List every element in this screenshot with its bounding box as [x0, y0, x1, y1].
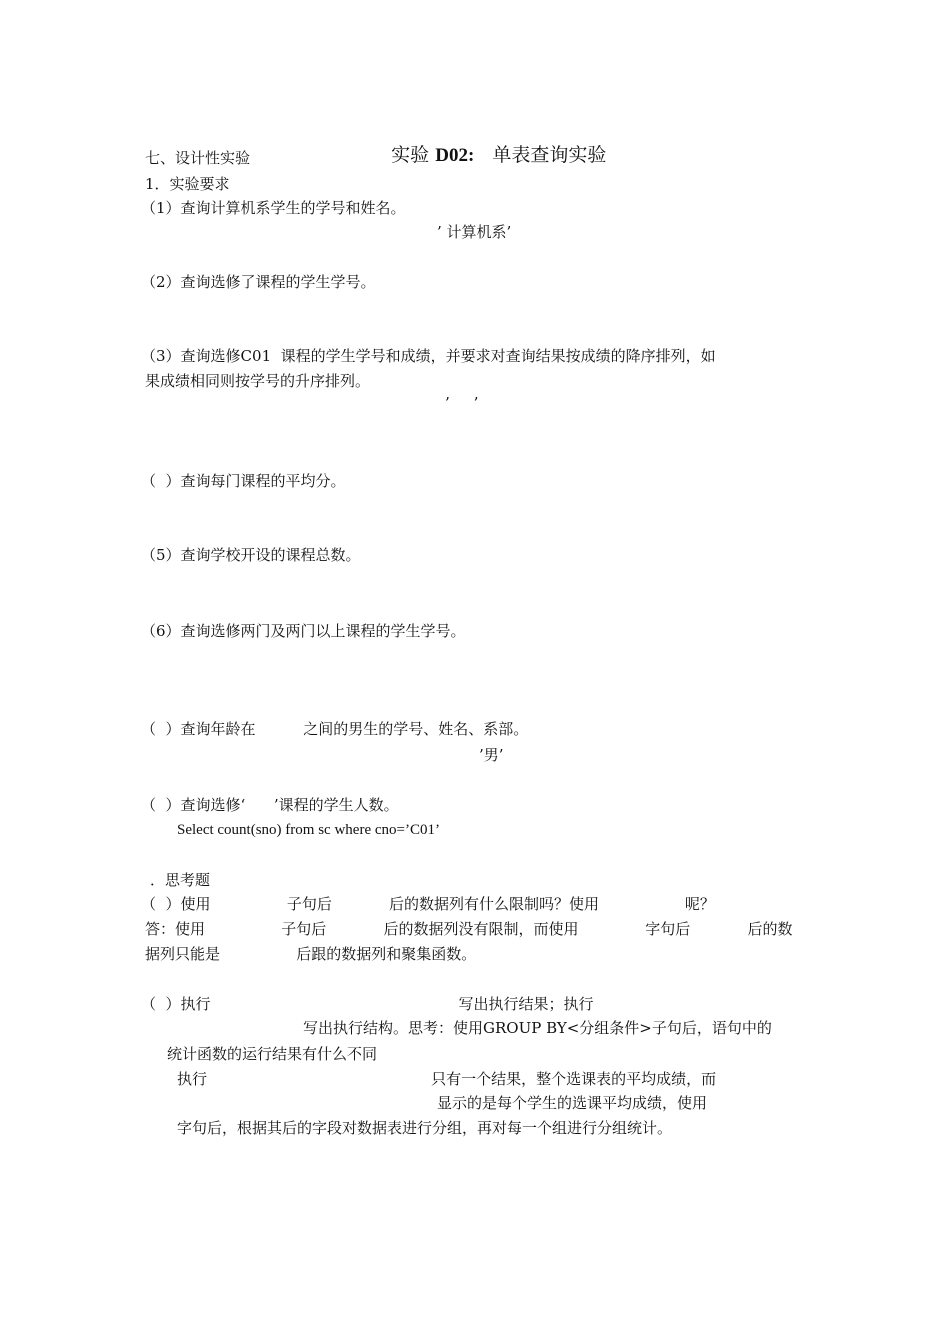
question-4: （ ）查询每门课程的平均分。: [141, 472, 346, 490]
thinking-2-line-4: 执行 只有一个结果，整个选课表的平均成绩，而: [177, 1070, 717, 1088]
question-3-line-1: （3）查询选修C01 课程的学生学号和成绩，并要求对查询结果按成绩的降序排列，如: [141, 347, 716, 365]
thinking-2-line-3: 统计函数的运行结果有什么不同: [167, 1045, 378, 1063]
question-8-sql: Select count(sno) from sc where cno=’C01’: [177, 822, 440, 838]
question-8: （ ）查询选修‘ ’课程的学生人数。: [141, 796, 399, 814]
question-5: （5）查询学校开设的课程总数。: [141, 546, 361, 564]
page-title: [367, 119, 606, 192]
question-1: （1）查询计算机系学生的学号和姓名。: [141, 199, 406, 217]
question-6: （6）查询选修两门及两门以上课程的学生学号。: [141, 622, 466, 640]
thinking-2-line-6: 字句后，根据其后的字段对数据表进行分组，再对每一个组进行分组统计。: [177, 1119, 673, 1137]
title-part1: 实验: [391, 144, 436, 166]
question-2: （2）查询选修了课程的学生学号。: [141, 273, 376, 291]
question-7-fragment: ’男’: [479, 746, 504, 764]
question-1-fragment: ’ 计算机系’: [437, 223, 512, 241]
question-7: （ ）查询年龄在 之间的男生的学号、姓名、系部。: [141, 720, 529, 738]
thinking-heading: ．思考题: [150, 871, 211, 889]
thinking-1-question: （ ）使用 子句后 后的数据列有什么限制吗？使用 呢？: [141, 895, 715, 913]
thinking-2-line-5: 显示的是每个学生的选课平均成绩，使用: [437, 1094, 708, 1112]
thinking-2-line-2: 写出执行结构。思考：使用GROUP BY<分组条件>子句后，语句中的: [303, 1019, 772, 1037]
thinking-2-line-1: （ ）执行 写出执行结果；执行: [141, 995, 594, 1013]
thinking-1-answer-line-2: 据列只能是 后跟的数据列和聚集函数。: [145, 945, 477, 963]
title-part2: 单表查询实验: [474, 144, 607, 166]
section-heading: 七、设计性实验: [145, 149, 251, 167]
question-3-line-2: 果成绩相同则按学号的升序排列。: [145, 372, 371, 390]
requirements-heading: 1．实验要求: [145, 175, 230, 193]
thinking-1-answer-line-1: 答：使用 子句后 后的数据列没有限制，而使用 字句后 后的数: [145, 920, 793, 938]
title-code: D02:: [435, 145, 475, 166]
question-3-fragment: ’ ’: [445, 394, 479, 412]
